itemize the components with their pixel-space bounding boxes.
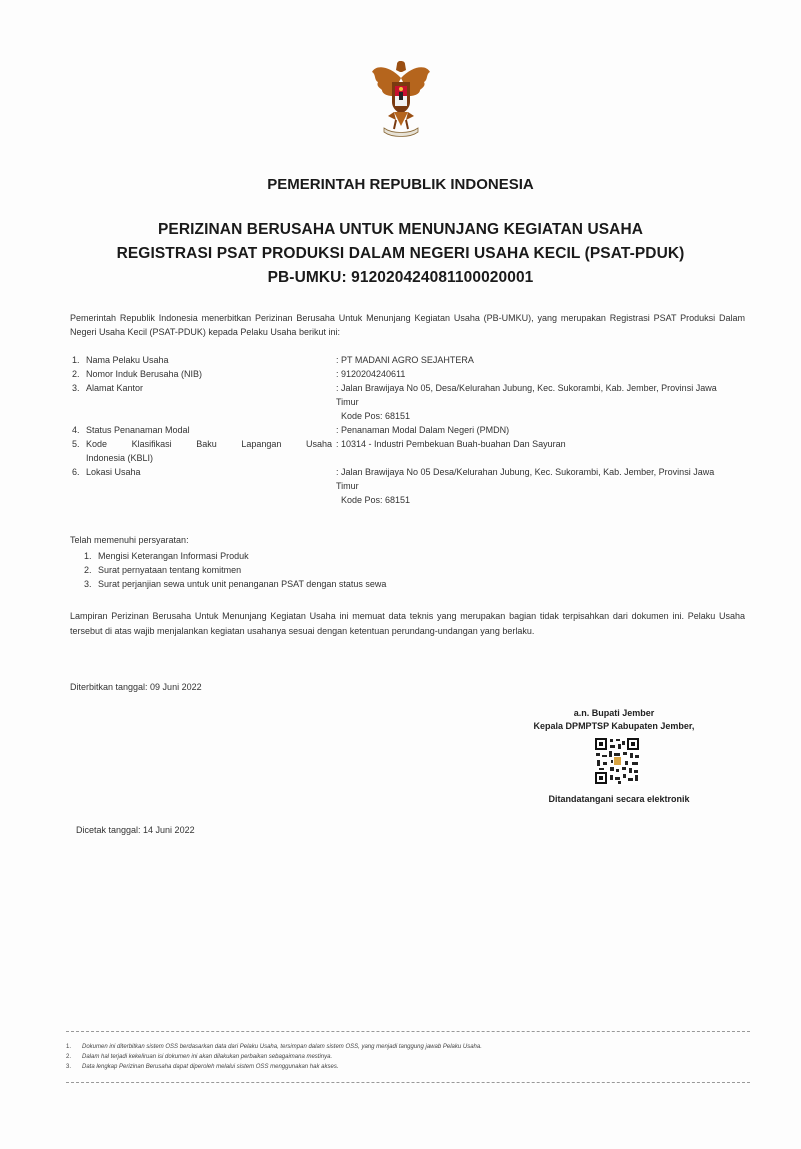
item-number: 2. (84, 565, 92, 575)
item-number: 5. (72, 439, 80, 449)
list-item (72, 437, 752, 465)
item-value: : Penanaman Modal Dalam Negeri (PMDN) (336, 425, 510, 435)
item-value: : PT MADANI AGRO SEJAHTERA (336, 355, 474, 365)
item-number: 2. (72, 369, 80, 379)
item-label: Lokasi Usaha (86, 467, 141, 477)
signature-block (500, 708, 728, 731)
kbli-label: Kode Klasifikasi Baku Lapangan Usaha (86, 439, 332, 449)
registration-heading: REGISTRASI PSAT PRODUKSI DALAM NEGERI USAHA KECIL (PSAT-PDUK) (116, 245, 685, 262)
requirements-list (84, 549, 670, 591)
item-value (336, 465, 736, 507)
signatory-on-behalf: a.n. Bupati Jember (573, 708, 655, 718)
permit-number: PB-UMKU: 912020424081100020001 (267, 269, 534, 286)
item-number: 6. (72, 467, 80, 477)
business-details-list (72, 353, 752, 507)
item-number: 4. (72, 425, 80, 435)
requirements-title: Telah memenuhi persyaratan: (70, 535, 189, 545)
requirements-section (70, 533, 670, 591)
item-value (336, 381, 736, 423)
footnote-item (66, 1052, 750, 1062)
qr-code-icon (594, 737, 640, 785)
item-text: Surat perjanjian sewa untuk unit penanganan PSAT dengan status sewa (98, 579, 387, 589)
item-number: 3. (72, 383, 80, 393)
footnote-number: 2. (66, 1054, 72, 1060)
item-text: Surat pernyataan tentang komitmen (98, 565, 242, 575)
item-number: 3. (84, 579, 92, 589)
item-value: : 10314 - Industri Pembekuan Buah-buahan Dan Sayuran (336, 439, 566, 449)
signatory-title: Kepala DPMPTSP Kabupaten Jember, (533, 721, 695, 731)
closing-paragraph: Lampiran Perizinan Berusaha Untuk Menunjang Kegiatan Usaha ini memuat data teknis yang merupakan bagian tidak terpisahkan dari dokumen ini. Pelaku Usaha tersebut di atas wajib menjalankan kegiatan usahanya sesuai dengan ketentuan perundang-undangan yang berlaku. (70, 611, 745, 636)
government-title: PEMERINTAH REPUBLIK INDONESIA (267, 176, 534, 193)
garuda-emblem-icon (366, 58, 436, 140)
list-item (72, 423, 752, 437)
issued-date: Diterbitkan tanggal: 09 Juni 2022 (70, 682, 202, 692)
list-item (72, 381, 752, 423)
footnote-number: 3. (66, 1064, 72, 1070)
postal-code: Kode Pos: 68151 (341, 411, 411, 421)
printed-date: Dicetak tanggal: 14 Juni 2022 (76, 825, 195, 835)
footnote-number: 1. (66, 1044, 72, 1050)
footnote-item (66, 1062, 750, 1072)
footnote-text: Dokumen ini diterbitkan sistem OSS berdasarkan data dari Pelaku Usaha, tersimpan dalam sistem OSS, yang menjadi tanggung jawab Pelaku Usaha. (82, 1044, 482, 1050)
footnote-text: Data lengkap Perizinan Berusaha dapat diperoleh melalui sistem OSS menggunakan hak akses. (82, 1064, 339, 1070)
item-number: 1. (72, 355, 80, 365)
electronic-signature-note: Ditandatangani secara elektronik (548, 794, 690, 804)
postal-code: Kode Pos: 68151 (341, 495, 411, 505)
item-number: 1. (84, 551, 92, 561)
item-text: Mengisi Keterangan Informasi Produk (98, 551, 249, 561)
list-item (72, 367, 752, 381)
list-item (72, 465, 752, 507)
list-item (72, 353, 752, 367)
item-label: Nama Pelaku Usaha (86, 355, 169, 365)
item-label: Nomor Induk Berusaha (NIB) (86, 369, 203, 379)
list-item (84, 563, 670, 577)
item-label: Status Penanaman Modal (86, 425, 190, 435)
permit-heading: PERIZINAN BERUSAHA UNTUK MENUNJANG KEGIATAN USAHA (157, 221, 644, 238)
list-item (84, 577, 670, 591)
footnote-item (66, 1042, 750, 1052)
list-item (84, 549, 670, 563)
item-label (86, 437, 336, 465)
address-text: : Jalan Brawijaya No 05, Desa/Kelurahan Jubung, Kec. Sukorambi, Kab. Jember, Provinsi Jawa Timur (336, 383, 717, 407)
location-text: : Jalan Brawijaya No 05 Desa/Kelurahan Jubung, Kec. Sukorambi, Kab. Jember, Provinsi Jawa Timur (336, 467, 715, 491)
footnotes (66, 1031, 750, 1083)
intro-paragraph: Pemerintah Republik Indonesia menerbitkan Perizinan Berusaha Untuk Menunjang Kegiatan Usaha (PB-UMKU), yang merupakan Registrasi PSAT Produksi Dalam Negeri Usaha Kecil (PSAT-PDUK) kepada Pelaku Usaha berikut ini: (70, 313, 745, 337)
footnote-text: Dalam hal terjadi kekeliruan isi dokumen ini akan dilakukan perbaikan sebagaimana mestinya. (82, 1054, 333, 1060)
item-value: : 9120204240611 (336, 369, 406, 379)
kbli-label-continued: Indonesia (KBLI) (86, 453, 154, 463)
item-label: Alamat Kantor (86, 383, 144, 393)
